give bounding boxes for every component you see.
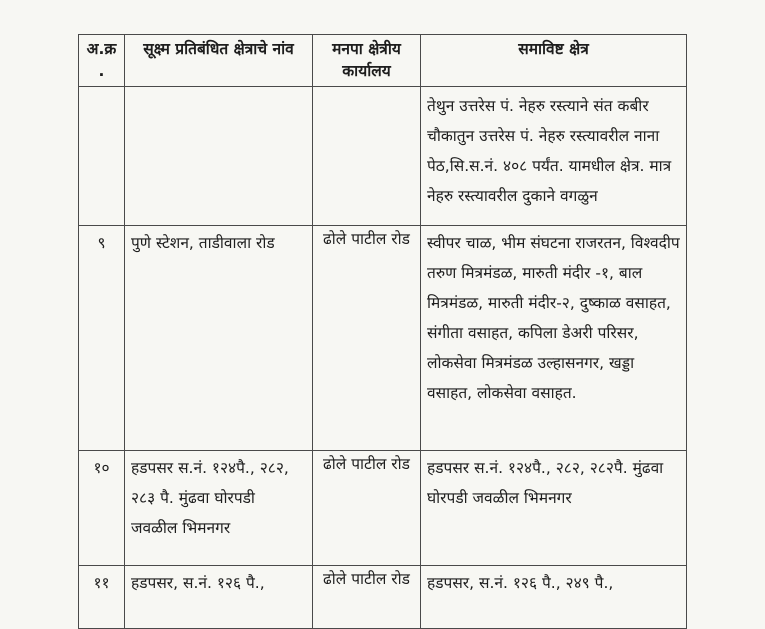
table-row <box>79 451 687 566</box>
containment-zone-table <box>78 34 687 629</box>
table-row <box>79 87 687 226</box>
table-header-row <box>79 35 687 87</box>
cell-serial: ११ <box>79 566 125 629</box>
cell-zone-name: पुणे स्टेशन, ताडीवाला रोड <box>125 226 313 451</box>
cell-ward-office: ढोले पाटील रोड <box>313 566 421 629</box>
cell-included-area: स्वीपर चाळ, भीम संघटना राजरतन, विश्वदीप तरुण मित्रमंडळ, मारुती मंदीर -१, बाल मित्रमंडळ, मारुती मंदीर-२, दुष्काळ वसाहत, संगीता वसाहत, कपिला डेअरी परिसर, लोकसेवा मित्रमंडळ उल्हासनगर, खड्डा वसाहत, लोकसेवा वसाहत. <box>421 226 687 451</box>
cell-zone-name <box>125 87 313 226</box>
cell-ward-office: ढोले पाटील रोड <box>313 451 421 566</box>
cell-serial: ९ <box>79 226 125 451</box>
cell-serial <box>79 87 125 226</box>
cell-zone-name: हडपसर स.नं. १२४पै., २८२, २८३ पै. मुंढवा घोरपडी जवळील भिमनगर <box>125 451 313 566</box>
table-row <box>79 226 687 451</box>
cell-included-area: हडपसर स.नं. १२४पै., २८२, २८२पै. मुंढवा घोरपडी जवळील भिमनगर <box>421 451 687 566</box>
header-ward-office: मनपा क्षेत्रीय कार्यालय <box>313 35 421 87</box>
cell-ward-office <box>313 87 421 226</box>
table-row <box>79 566 687 629</box>
cell-serial: १० <box>79 451 125 566</box>
cell-zone-name: हडपसर, स.नं. १२६ पै., <box>125 566 313 629</box>
header-zone-name: सूक्ष्म प्रतिबंधित क्षेत्राचे नांव <box>125 35 313 87</box>
header-serial: अ.क्र. <box>79 35 125 87</box>
cell-included-area: हडपसर, स.नं. १२६ पै., २४९ पै., <box>421 566 687 629</box>
cell-ward-office: ढोले पाटील रोड <box>313 226 421 451</box>
cell-included-area: तेथुन उत्तरेस पं. नेहरु रस्त्याने संत कबीर चौकातुन उत्तरेस पं. नेहरु रस्त्यावरील नाना पेठ,सि.स.नं. ४०८ पर्यंत. यामधील क्षेत्र. मात्र नेहरु रस्त्यावरील दुकाने वगळुन <box>421 87 687 226</box>
header-included-area: समाविष्ट क्षेत्र <box>421 35 687 87</box>
